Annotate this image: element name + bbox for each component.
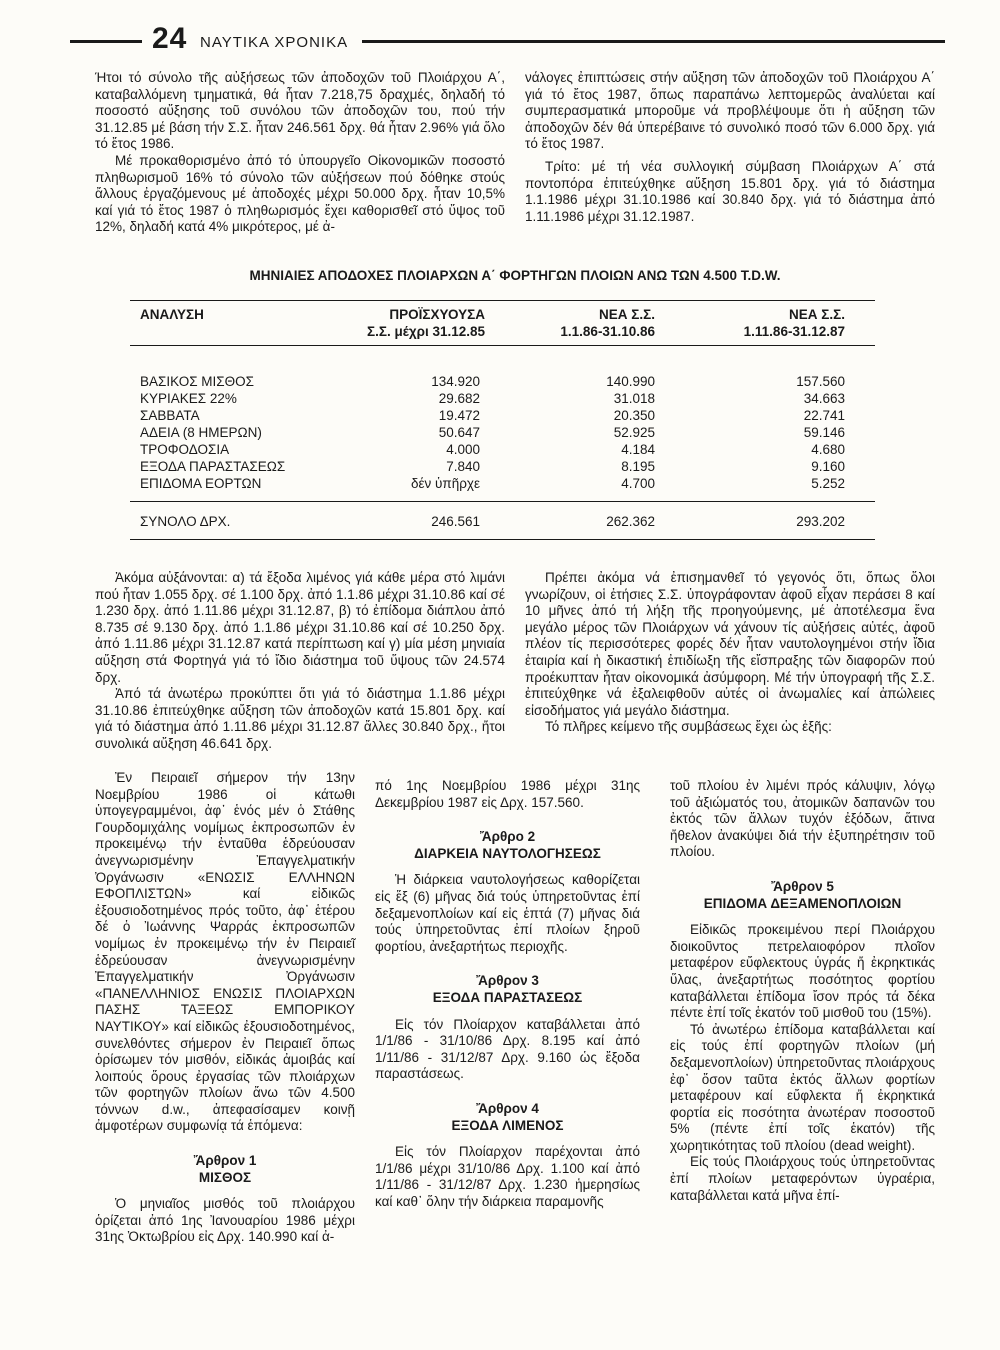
paragraph: νάλογες ἐπιπτώσεις στήν αὔξηση τῶν ἀποδοχῶν τοῦ Πλοιάρχου Α΄ γιά τό ἔτος 1987, ὅπως παραπάνω λεπτομερῶς ἀναλύεται καί συμπερασματικά μποροῦμε νά προβλέψουμε ὅτι ἡ αὔξηση τῶν ἀποδοχῶν δέν θά ὑπερέβαινε τό συνολικό ποσό τῶν 6.000 δρχ. γιά τό ἔτος 1987.	[525, 70, 935, 152]
table-header-col3-line2: 1.11.86-31.12.87	[743, 324, 845, 339]
row-label: ΒΑΣΙΚΟΣ ΜΙΣΘΟΣ	[140, 374, 254, 389]
paragraph: Ὁ μηνιαῖος μισθός τοῦ πλοιάρχου ὁρίζεται ἀπό 1ης Ἰανουαρίου 1986 μέχρι 31ης Ὀκτωβρίου εἰς Δρχ. 140.990 καί ἀ-	[95, 1196, 355, 1245]
paragraph: πό 1ης Νοεμβρίου 1986 μέχρι 31ης Δεκεμβρίου 1987 εἰς Δρχ. 157.560.	[375, 778, 640, 810]
table-top-rule	[130, 300, 875, 301]
article-number: Ἄρθρον 1	[193, 1153, 257, 1169]
row-value-col3: 22.741	[803, 408, 845, 423]
paragraph: Εἰς τόν Πλοίαρχον παρέχονται ἀπό 1/1/86 μέχρι 31/10/86 Δρχ. 1.100 καί ἀπό 1/11/86 - 31/12/87 Δρχ. 1.230 ἡμερησίως καί καθ᾽ ὅλην τήν διάρκεια παραμονῆς	[375, 1144, 640, 1209]
paragraph: τοῦ πλοίου ἐν λιμένι πρός κάλυψιν, λόγῳ τοῦ ἀξιώματός του, ἀτομικῶν δαπανῶν του ἐκτός τῶν ἄλλων τυχόν ἐξόδων, ἅτινα ἤθελον ἀνακύψει διά τήν ἐξυπηρέτησιν τοῦ πλοίου.	[670, 778, 935, 860]
table-bottom-rule	[130, 539, 875, 540]
mid-left-column	[95, 570, 505, 753]
publication-name: ΝΑΥΤΙΚΑ ΧΡΟΝΙΚΑ	[200, 34, 349, 51]
article-title: ΜΙΣΘΟΣ	[198, 1169, 252, 1185]
page-header	[70, 22, 945, 62]
article-3-heading	[375, 973, 640, 1006]
row-value-col1: 7.840	[446, 459, 480, 474]
top-right-column	[525, 70, 935, 225]
table-header-analysis: ΑΝΑΛΥΣΗ	[140, 307, 204, 322]
row-value-col1: 50.647	[438, 425, 480, 440]
table-header-col2-line2: 1.1.86-31.10.86	[560, 324, 655, 339]
article-number: Ἄρθρο 2	[479, 829, 536, 845]
paragraph: Πρέπει ἀκόμα νά ἐπισημανθεῖ τό γεγονός ὅτι, ὅπως ὅλοι γνωρίζουν, οἱ ἐτήσιες Σ.Σ. ὑπογράφονταν ἀφοῦ εἶχαν περάσει 8 καί 10 μῆνες ἀπό τή λήξη τῆς προηγούμενης, μέ ἀποτέλεσμα ἕνα μεγάλο μέρος τῶν Πλοιάρχων νά χάνουν τίς αὐξήσεις αὐτές, ἀφοῦ πλέον τίς περισσότερες φορές δέν ἦταν ναυτολογημένοι στήν ἴδια ἑταιρία καί ἡ δικαστική ἐπιδίωξη τῆς εἴσπραξης τῶν διαφορῶν πού προέκυπταν ἦταν οἰκονομικά ἀσύμφορη. Μέ τήν ὑπογραφή τῆς Σ.Σ. ἐπιτεύχθηκε νά ἐξαλειφθοῦν αὐτές οἱ ἀνωμαλίες καί ἀπώλειες εἰσοδήματος γιά μεγάλο διάστημα.	[525, 570, 935, 718]
total-col2: 262.362	[606, 514, 655, 529]
row-value-col3: 9.160	[811, 459, 845, 474]
bottom-column-2	[375, 778, 640, 1210]
paragraph: Εἰδικῶς προκειμένου περί Πλοιάρχου διοικοῦντος πετρελαιοφόρον πλοῖον μεταφέρον εὔφλεκτους ὑγράς ἤ ἐκρηκτικάς ὕλας, ἀνεξαρτήτως ποσότητος φορτίου καταβάλλεται ἐπίδομα ἴσον πρός τά δέκα πέντε ἐπί τοῖς ἑκατόν τοῦ μισθοῦ του (15%).	[670, 922, 935, 1021]
table-total-rule	[130, 501, 875, 502]
article-number: Ἄρθρον 3	[476, 973, 539, 989]
paragraph: Εἰς τόν Πλοίαρχον καταβάλλεται ἀπό 1/1/86 - 31/10/86 Δρχ. 8.195 καί ἀπό 1/11/86 - 31/12/87 Δρχ. 9.160 ὡς ἔξοδα παραστάσεως.	[375, 1016, 640, 1082]
paragraph: Τό ἀνωτέρω ἐπίδομα καταβάλλεται καί εἰς τούς ἐπί φορτηγῶν πλοίων (μή δεξαμενοπλοίων) ὑπηρετοῦντας πλοιάρχους ἐφ᾽ ὅσον ταῦτα ἐκτός ἄλλων φορτίων μεταφέρουν καί εὔφλεκτα ἤ ἐκρηκτικά φορτία εἰς ποσότητα ἀνωτέραν ποσοστοῦ 5% (πέντε ἐπί τοῖς ἑκατόν) τῆς χωρητικότητας τοῦ πλοίου (dead weight).	[670, 1021, 935, 1153]
row-value-col1: 4.000	[446, 442, 480, 457]
table-header-col1-line1: ΠΡΟΪΣΧΥΟΥΣΑ	[389, 307, 485, 322]
article-title: ΕΞΟΔΑ ΠΑΡΑΣΤΑΣΕΩΣ	[432, 989, 583, 1005]
article-number: Ἄρθρον 5	[771, 878, 834, 894]
article-1-heading	[95, 1153, 355, 1186]
paragraph: Ἡ διάρκεια ναυτολογήσεως καθορίζεται εἰς ἕξ (6) μῆνας διά τούς ὑπηρετοῦντας ἐπί δεξαμενοπλοίων καί εἰς ἑπτά (7) μῆνας διά τούς ὑπηρετοῦντας ἐπί πλοίων ξηροῦ φορτίου, ἀνεξαρτήτως περιοχῆς.	[375, 872, 640, 954]
row-label: ΕΞΟΔΑ ΠΑΡΑΣΤΑΣΕΩΣ	[140, 459, 286, 474]
paragraph: Ἐν Πειραιεῖ σήμερον τήν 13ην Νοεμβρίου 1986 οἱ κάτωθι ὑπογεγραμμένοι, ἀφ᾽ ἑνός μέν ὁ Στάθης Γουρδομιχάλης νομίμως ἐκπροσωπῶν ἐν προκειμένῳ τήν ἐνταῦθα ἑδρεύουσαν ἀνεγνωρισμένην Ἐπαγγελματικήν Ὀργάνωσιν «ΕΝΩΣΙΣ ΕΛΛΗΝΩΝ ΕΦΟΠΛΙΣΤΩΝ» καί εἰδικῶς ἐξουσιοδοτημένος πρός τοῦτο, ἀφ᾽ ἑτέρου δέ ὁ Ἰωάννης Ψαρράς ἐκπροσωπῶν νομίμως ἐν προκειμένῳ τήν ἐν Πειραιεῖ ἑδρεύουσαν ἀνεγνωρισμένην Ἐπαγγελματικήν Ὀργάνωσιν «ΠΑΝΕΛΛΗΝΙΟΣ ΕΝΩΣΙΣ ΠΛΟΙΑΡΧΩΝ ΠΑΣΗΣ ΤΑΞΕΩΣ ΕΜΠΟΡΙΚΟΥ ΝΑΥΤΙΚΟΥ» καί εἰδικῶς ἐξουσιοδοτημένος, συνελθόντες σήμερον ἐν Πειραιεῖ ὅπως ὁρίσωμεν τόν μισθόν, εἰδικάς ἀμοιβάς καί λοιπούς ὅρους ἐργασίας τῶν πλοιάρχων τῶν φορτηγῶν πλοίων ἄνω τῶν 4.500 τόννων d.w., ἀπεφασίσαμεν κοινῇ ἀμφοτέρων συμφωνίᾳ τά ἑπόμενα:	[95, 770, 355, 1134]
bottom-column-3	[670, 778, 935, 1204]
header-rule-right	[362, 40, 945, 43]
row-label: ΣΑΒΒΑΤΑ	[140, 408, 200, 423]
row-value-col2: 8.195	[621, 459, 655, 474]
paragraph: Μέ προκαθορισμένο ἀπό τό ὑπουργεῖο Οἰκονομικῶν ποσοστό πληθωρισμοῦ 16% τό σύνολο τῶν αὐξήσεων πού δόθηκε στούς ἄλλους ἐργαζόμενους μέ ἀποδοχές μέχρι 50.000 δρχ. ἦταν 10,5% καί γιά τό ἔτος 1987 ὁ πληθωρισμός ἔχει καθορισθεῖ στό ὕψος τοῦ 12%, δηλαδή κατά 4% μικρότερος, μέ ἀ-	[95, 152, 505, 235]
header-rule-left	[70, 40, 142, 43]
row-label: ΚΥΡΙΑΚΕΣ 22%	[140, 391, 237, 406]
table-header-col3-line1: ΝΕΑ Σ.Σ.	[789, 307, 845, 322]
row-value-col3: 59.146	[803, 425, 845, 440]
row-value-col3: 4.680	[811, 442, 845, 457]
row-value-col2: 4.700	[621, 476, 655, 491]
row-value-col2: 140.990	[606, 374, 655, 389]
page-number: 24	[152, 22, 188, 55]
row-value-col1: 134.920	[431, 374, 480, 389]
row-value-col2: 4.184	[621, 442, 655, 457]
article-5-heading	[670, 879, 935, 912]
article-title: ΕΞΟΔΑ ΛΙΜΕΝΟΣ	[451, 1117, 564, 1133]
row-value-col2: 20.350	[613, 408, 655, 423]
row-value-col1: 19.472	[438, 408, 480, 423]
row-label: ΑΔΕΙΑ (8 ΗΜΕΡΩΝ)	[140, 425, 262, 440]
row-value-col1: δέν ὑπῆρχε	[410, 476, 480, 491]
paragraph: Τό πλῆρες κείμενο τῆς συμβάσεως ἔχει ὡς ἑξῆς:	[545, 719, 832, 735]
total-col3: 293.202	[796, 514, 845, 529]
paragraph: Ήτοι τό σύνολο τῆς αὐξήσεως τῶν ἀποδοχῶν τοῦ Πλοιάρχου Α΄, καταβαλλόμενη τμηματικά, θά ἦταν 7.218,75 δραχμές, δηλαδή τό ποσοστό αὔξησης τοῦ συνόλου τῶν ἀποδοχῶν του, πού τήν 31.12.85 μέ βάση τήν Σ.Σ. ἦταν 246.561 δρχ. θά ἦταν 2.96% γιά ὅλο τό ἔτος 1986.	[95, 70, 505, 152]
row-value-col3: 157.560	[796, 374, 845, 389]
row-value-col2: 31.018	[613, 391, 655, 406]
row-label: ΤΡΟΦΟΔΟΣΙΑ	[140, 442, 230, 457]
paragraph: Εἰς τούς Πλοιάρχους τούς ὑπηρετοῦντας ἐπί πλοίων μεταφερόντων ὑγραέρια, καταβάλλεται κατά μῆνα ἐπί-	[670, 1154, 935, 1203]
row-value-col3: 5.252	[811, 476, 845, 491]
table-header-col1-line2: Σ.Σ. μέχρι 31.12.85	[367, 324, 485, 339]
total-label: ΣΥΝΟΛΟ ΔΡΧ.	[140, 514, 231, 529]
article-4-heading	[375, 1101, 640, 1134]
article-number: Ἄρθρον 4	[476, 1100, 539, 1116]
bottom-column-1	[95, 770, 355, 1246]
row-value-col1: 29.682	[438, 391, 480, 406]
row-value-col3: 34.663	[803, 391, 845, 406]
article-title: ΔΙΑΡΚΕΙΑ ΝΑΥΤΟΛΟΓΗΣΕΩΣ	[414, 845, 601, 861]
table-header-col2-line1: ΝΕΑ Σ.Σ.	[599, 307, 655, 322]
table-header-rule	[130, 345, 875, 346]
total-col1: 246.561	[431, 514, 480, 529]
paragraph: Ἀπό τά ἀνωτέρω προκύπτει ὅτι γιά τό διάστημα 1.1.86 μέχρι 31.10.86 ἐπιτεύχθηκε αὔξηση τῶν ἀποδοχῶν κατά 15.801 δρχ. καί γιά τό διάστημα ἀπό 1.11.86 μέχρι 31.12.87 ἄλλες 30.840 δρχ., ἤτοι συνολικά αὔξηση 46.641 δρχ.	[95, 686, 505, 751]
article-2-heading	[375, 829, 640, 862]
row-label: ΕΠΙΔΟΜΑ ΕΟΡΤΩΝ	[140, 476, 262, 491]
table-title: ΜΗΝΙΑΙΕΣ ΑΠΟΔΟΧΕΣ ΠΛΟΙΑΡΧΩΝ Α΄ ΦΟΡΤΗΓΩΝ ΠΛΟΙΩΝ ΑΝΩ ΤΩΝ 4.500 T.D.W.	[249, 268, 781, 283]
article-title: ΕΠΙΔΟΜΑ ΔΕΞΑΜΕΝΟΠΛΟΙΩΝ	[703, 895, 902, 911]
mid-right-column	[525, 570, 935, 736]
paragraph: Τρίτο: μέ τή νέα συλλογική σύμβαση Πλοιάρχων Α΄ στά ποντοπόρα ἐπιτεύχθηκε αὔξηση 15.801 δρχ. γιά τό διάστημα 1.1.1986 μέχρι 31.10.1986 καί 30.840 δρχ. γιά τό διάστημα ἀπό 1.11.1986 μέχρι 31.12.1987.	[525, 158, 935, 224]
top-left-column	[95, 70, 505, 236]
row-value-col2: 52.925	[613, 425, 655, 440]
paragraph: Ἀκόμα αὐξάνονται: α) τά ἔξοδα λιμένος γιά κάθε μέρα στό λιμάνι πού ἦταν 1.055 δρχ. σέ 1.100 δρχ. ἀπό 1.1.86 μέχρι 31.10.86 καί σέ 1.230 δρχ. ἀπό 1.11.86 μέχρι 31.12.87, β) τό ἐπίδομα διάπλου ἀπό 8.735 σέ 9.130 δρχ. ἀπό 1.1.86 μέχρι 31.10.86 καί σέ 10.250 δρχ. ἀπό 1.11.86 μέχρι 31.12.87 κατά περίπτωση καί γ) μία μέση μηνιαία αὔξηση στά Φορτηγά γιά τό ἴδιο διάστημα τοῦ ὕψους τῶν 24.574 δρχ.	[95, 570, 505, 685]
